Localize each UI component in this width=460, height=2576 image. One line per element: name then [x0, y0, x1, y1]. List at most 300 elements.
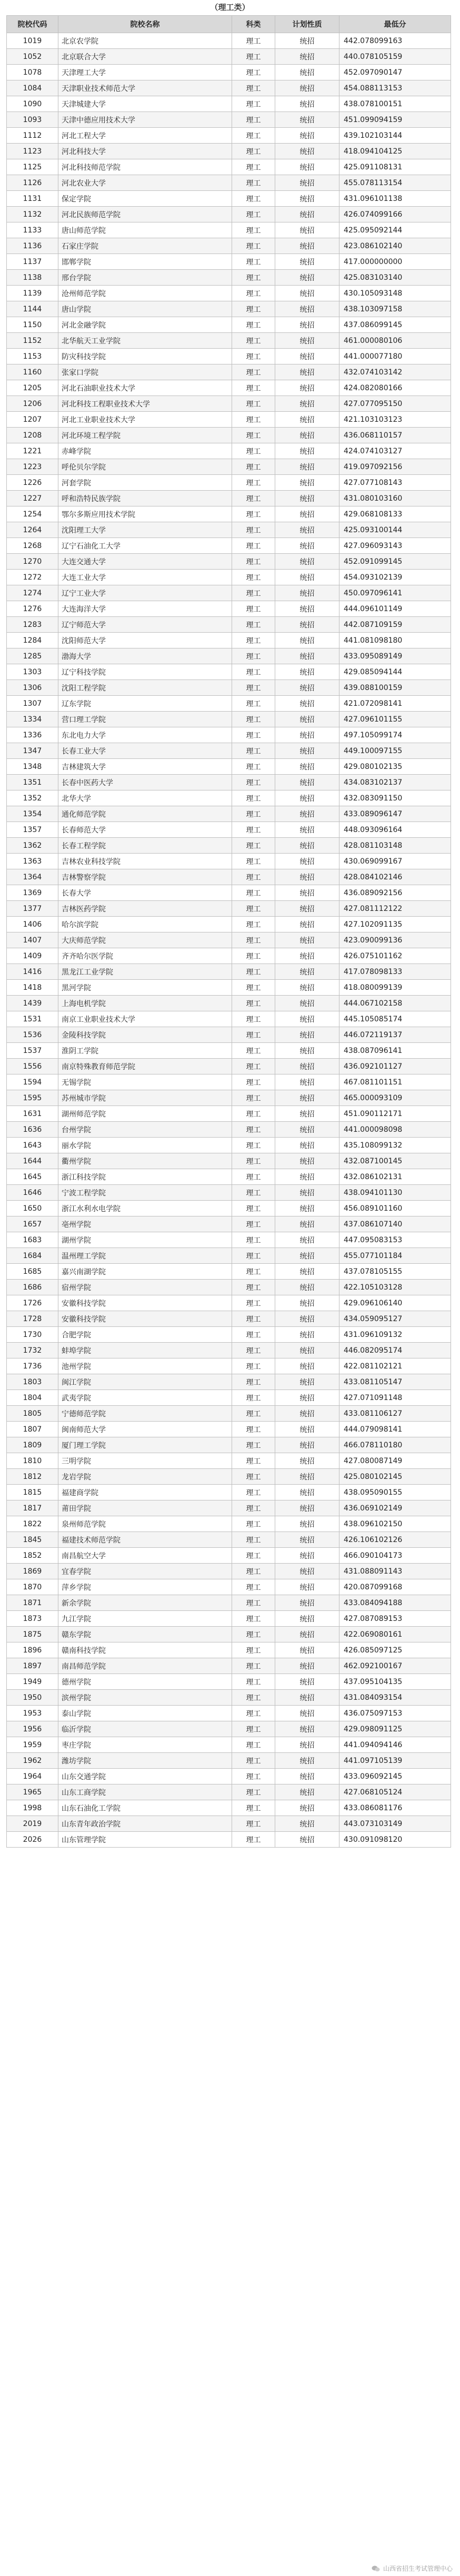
cell-name: 赤峰学院: [58, 443, 232, 459]
cell-min-score: 427.077095150: [339, 396, 451, 412]
cell-name: 湖州师范学院: [58, 1106, 232, 1122]
cell-plan-type: 统招: [275, 1011, 339, 1027]
cell-plan-type: 统招: [275, 1627, 339, 1642]
cell-name: 浙江科技学院: [58, 1169, 232, 1185]
cell-subject: 理工: [232, 1500, 275, 1516]
table-row: [7, 664, 451, 680]
cell-name: 河北工业职业技术大学: [58, 412, 232, 428]
table-row: [7, 396, 451, 412]
table-row: [7, 475, 451, 491]
table-row: [7, 1185, 451, 1201]
cell-code: 1657: [7, 1216, 58, 1232]
cell-subject: 理工: [232, 554, 275, 570]
cell-min-score: 441.000077180: [339, 349, 451, 364]
cell-subject: 理工: [232, 1248, 275, 1264]
cell-code: 1964: [7, 1769, 58, 1784]
cell-subject: 理工: [232, 222, 275, 238]
table-row: [7, 1169, 451, 1185]
cell-min-score: 442.078099163: [339, 33, 451, 49]
cell-code: 1949: [7, 1674, 58, 1690]
cell-name: 河北科技大学: [58, 144, 232, 159]
cell-min-score: 455.077101184: [339, 1248, 451, 1264]
table-row: [7, 112, 451, 128]
cell-code: 1416: [7, 964, 58, 980]
cell-name: 温州理工学院: [58, 1248, 232, 1264]
table-row: [7, 1437, 451, 1453]
table-row: [7, 1327, 451, 1343]
cell-min-score: 431.096109132: [339, 1327, 451, 1343]
cell-plan-type: 统招: [275, 727, 339, 743]
cell-name: 浙江水利水电学院: [58, 1201, 232, 1216]
cell-plan-type: 统招: [275, 491, 339, 506]
cell-name: 湖州学院: [58, 1232, 232, 1248]
table-row: [7, 128, 451, 144]
cell-subject: 理工: [232, 601, 275, 617]
cell-min-score: 467.081101151: [339, 1074, 451, 1090]
cell-min-score: 427.081112122: [339, 901, 451, 917]
cell-code: 1959: [7, 1737, 58, 1753]
cell-min-score: 427.096101155: [339, 712, 451, 727]
cell-min-score: 433.081106127: [339, 1406, 451, 1422]
cell-name: 苏州城市学院: [58, 1090, 232, 1106]
cell-code: 1084: [7, 80, 58, 96]
cell-plan-type: 统招: [275, 1153, 339, 1169]
cell-code: 1810: [7, 1453, 58, 1469]
cell-plan-type: 统招: [275, 554, 339, 570]
cell-plan-type: 统招: [275, 1374, 339, 1390]
cell-name: 河北工程大学: [58, 128, 232, 144]
cell-code: 1636: [7, 1122, 58, 1138]
table-row: [7, 1674, 451, 1690]
cell-plan-type: 统招: [275, 1390, 339, 1406]
cell-plan-type: 统招: [275, 1437, 339, 1453]
cell-code: 1595: [7, 1090, 58, 1106]
cell-plan-type: 统招: [275, 396, 339, 412]
cell-code: 1953: [7, 1706, 58, 1721]
cell-code: 1869: [7, 1564, 58, 1579]
cell-name: 河北民族师范学院: [58, 207, 232, 222]
table-row: [7, 1153, 451, 1169]
cell-code: 1303: [7, 664, 58, 680]
cell-plan-type: 统招: [275, 506, 339, 522]
cell-plan-type: 统招: [275, 349, 339, 364]
table-row: [7, 238, 451, 254]
cell-subject: 理工: [232, 1832, 275, 1848]
table-row: [7, 1343, 451, 1358]
table-row: [7, 175, 451, 191]
table-row: [7, 364, 451, 380]
cell-subject: 理工: [232, 885, 275, 901]
cell-min-score: 433.089096147: [339, 806, 451, 822]
table-row: [7, 1311, 451, 1327]
cell-min-score: 438.094101130: [339, 1185, 451, 1201]
cell-code: 1125: [7, 159, 58, 175]
cell-subject: 理工: [232, 522, 275, 538]
table-row: [7, 1706, 451, 1721]
cell-subject: 理工: [232, 175, 275, 191]
cell-min-score: 423.090099136: [339, 932, 451, 948]
table-row: [7, 1358, 451, 1374]
cell-code: 1684: [7, 1248, 58, 1264]
cell-plan-type: 统招: [275, 1295, 339, 1311]
table-row: [7, 207, 451, 222]
cell-plan-type: 统招: [275, 65, 339, 80]
cell-name: 东北电力大学: [58, 727, 232, 743]
cell-code: 1364: [7, 869, 58, 885]
cell-subject: 理工: [232, 806, 275, 822]
table-row: [7, 1074, 451, 1090]
cell-min-score: 425.083103140: [339, 270, 451, 286]
table-row: [7, 1248, 451, 1264]
cell-subject: 理工: [232, 712, 275, 727]
cell-name: 泰山学院: [58, 1706, 232, 1721]
table-row: [7, 254, 451, 270]
cell-code: 1812: [7, 1469, 58, 1485]
cell-min-score: 436.075097153: [339, 1706, 451, 1721]
cell-subject: 理工: [232, 1374, 275, 1390]
cell-plan-type: 统招: [275, 1469, 339, 1485]
cell-name: 北京联合大学: [58, 49, 232, 65]
table-row: [7, 1295, 451, 1311]
table-row: [7, 428, 451, 443]
cell-code: 1348: [7, 759, 58, 775]
cell-code: 1205: [7, 380, 58, 396]
cell-min-score: 456.089101160: [339, 1201, 451, 1216]
cell-min-score: 436.069102149: [339, 1500, 451, 1516]
cell-subject: 理工: [232, 538, 275, 554]
cell-code: 1112: [7, 128, 58, 144]
cell-subject: 理工: [232, 1232, 275, 1248]
table-row: [7, 65, 451, 80]
table-row: [7, 191, 451, 207]
cell-code: 1728: [7, 1311, 58, 1327]
cell-name: 辽东学院: [58, 696, 232, 712]
cell-code: 1896: [7, 1642, 58, 1658]
cell-subject: 理工: [232, 317, 275, 333]
cell-code: 1594: [7, 1074, 58, 1090]
cell-code: 1845: [7, 1532, 58, 1548]
cell-name: 南昌师范学院: [58, 1658, 232, 1674]
cell-plan-type: 统招: [275, 1532, 339, 1548]
cell-min-score: 427.096093143: [339, 538, 451, 554]
cell-min-score: 433.086081176: [339, 1800, 451, 1816]
cell-subject: 理工: [232, 380, 275, 396]
cell-plan-type: 统招: [275, 901, 339, 917]
table-row: [7, 1579, 451, 1595]
table-row: [7, 506, 451, 522]
cell-name: 渤海大学: [58, 648, 232, 664]
cell-name: 丽水学院: [58, 1138, 232, 1153]
cell-subject: 理工: [232, 96, 275, 112]
cell-code: 1736: [7, 1358, 58, 1374]
cell-name: 安徽科技学院: [58, 1311, 232, 1327]
cell-subject: 理工: [232, 1595, 275, 1611]
cell-code: 1956: [7, 1721, 58, 1737]
cell-code: 1363: [7, 854, 58, 869]
cell-subject: 理工: [232, 506, 275, 522]
cell-plan-type: 统招: [275, 317, 339, 333]
cell-name: 九江学院: [58, 1611, 232, 1627]
cell-name: 辽宁工业大学: [58, 585, 232, 601]
cell-code: 1409: [7, 948, 58, 964]
cell-name: 嘉兴南湖学院: [58, 1264, 232, 1280]
cell-plan-type: 统招: [275, 1706, 339, 1721]
cell-name: 呼伦贝尔学院: [58, 459, 232, 475]
cell-name: 南京工业职业技术大学: [58, 1011, 232, 1027]
table-row: [7, 648, 451, 664]
cell-name: 厦门理工学院: [58, 1437, 232, 1453]
cell-plan-type: 统招: [275, 475, 339, 491]
cell-code: 1536: [7, 1027, 58, 1043]
table-row: [7, 380, 451, 396]
cell-plan-type: 统招: [275, 1343, 339, 1358]
cell-name: 衢州学院: [58, 1153, 232, 1169]
cell-code: 1418: [7, 980, 58, 996]
column-header-code: 院校代码: [7, 16, 58, 33]
cell-min-score: 466.090104173: [339, 1548, 451, 1564]
cell-min-score: 428.084102146: [339, 869, 451, 885]
table-row: [7, 1059, 451, 1074]
cell-plan-type: 统招: [275, 112, 339, 128]
table-row: [7, 570, 451, 585]
table-row: [7, 932, 451, 948]
cell-name: 宜春学院: [58, 1564, 232, 1579]
cell-min-score: 436.092101127: [339, 1059, 451, 1074]
column-header-plan-type: 计划性质: [275, 16, 339, 33]
cell-name: 福建商学院: [58, 1485, 232, 1500]
cell-subject: 理工: [232, 49, 275, 65]
cell-min-score: 437.095104135: [339, 1674, 451, 1690]
table-row: [7, 49, 451, 65]
cell-min-score: 427.077108143: [339, 475, 451, 491]
cell-min-score: 431.080103160: [339, 491, 451, 506]
cell-plan-type: 统招: [275, 1485, 339, 1500]
cell-code: 1873: [7, 1611, 58, 1627]
cell-subject: 理工: [232, 743, 275, 759]
cell-plan-type: 统招: [275, 1832, 339, 1848]
cell-min-score: 425.093100144: [339, 522, 451, 538]
cell-min-score: 466.078110180: [339, 1437, 451, 1453]
cell-min-score: 432.086102131: [339, 1169, 451, 1185]
cell-code: 1809: [7, 1437, 58, 1453]
cell-plan-type: 统招: [275, 1500, 339, 1516]
cell-min-score: 444.096101149: [339, 601, 451, 617]
cell-subject: 理工: [232, 1264, 275, 1280]
cell-subject: 理工: [232, 1406, 275, 1422]
cell-min-score: 448.093096164: [339, 822, 451, 838]
cell-subject: 理工: [232, 491, 275, 506]
cell-name: 山东青年政治学院: [58, 1816, 232, 1832]
cell-min-score: 422.081102121: [339, 1358, 451, 1374]
cell-min-score: 429.096106140: [339, 1295, 451, 1311]
cell-subject: 理工: [232, 428, 275, 443]
table-row: [7, 1721, 451, 1737]
cell-subject: 理工: [232, 412, 275, 428]
table-row: [7, 1469, 451, 1485]
cell-min-score: 421.103103123: [339, 412, 451, 428]
cell-min-score: 444.067102158: [339, 996, 451, 1011]
cell-plan-type: 统招: [275, 1264, 339, 1280]
cell-min-score: 425.080102145: [339, 1469, 451, 1485]
cell-code: 1126: [7, 175, 58, 191]
cell-name: 新余学院: [58, 1595, 232, 1611]
cell-plan-type: 统招: [275, 1169, 339, 1185]
cell-subject: 理工: [232, 1138, 275, 1153]
cell-min-score: 443.073103149: [339, 1816, 451, 1832]
table-row: [7, 1232, 451, 1248]
cell-code: 1264: [7, 522, 58, 538]
cell-plan-type: 统招: [275, 1027, 339, 1043]
cell-min-score: 427.071091148: [339, 1390, 451, 1406]
cell-name: 大连交通大学: [58, 554, 232, 570]
table-row: [7, 1090, 451, 1106]
cell-min-score: 437.086099145: [339, 317, 451, 333]
cell-code: 1377: [7, 901, 58, 917]
cell-subject: 理工: [232, 901, 275, 917]
cell-plan-type: 统招: [275, 806, 339, 822]
cell-code: 1223: [7, 459, 58, 475]
cell-plan-type: 统招: [275, 175, 339, 191]
cell-name: 沈阳理工大学: [58, 522, 232, 538]
cell-code: 1875: [7, 1627, 58, 1642]
cell-min-score: 433.096092145: [339, 1769, 451, 1784]
cell-subject: 理工: [232, 838, 275, 854]
table-row: [7, 1106, 451, 1122]
cell-min-score: 439.102103144: [339, 128, 451, 144]
cell-code: 1870: [7, 1579, 58, 1595]
cell-plan-type: 统招: [275, 996, 339, 1011]
cell-plan-type: 统招: [275, 964, 339, 980]
table-row: [7, 1832, 451, 1848]
table-row: [7, 349, 451, 364]
cell-min-score: 445.105085174: [339, 1011, 451, 1027]
cell-code: 1207: [7, 412, 58, 428]
cell-subject: 理工: [232, 1311, 275, 1327]
cell-min-score: 418.094104125: [339, 144, 451, 159]
cell-plan-type: 统招: [275, 696, 339, 712]
cell-name: 呼和浩特民族学院: [58, 491, 232, 506]
cell-code: 1631: [7, 1106, 58, 1122]
cell-code: 1354: [7, 806, 58, 822]
cell-code: 1347: [7, 743, 58, 759]
cell-code: 1284: [7, 633, 58, 648]
cell-name: 黑河学院: [58, 980, 232, 996]
cell-code: 1307: [7, 696, 58, 712]
cell-min-score: 441.097105139: [339, 1753, 451, 1769]
cell-name: 北京农学院: [58, 33, 232, 49]
cell-code: 1160: [7, 364, 58, 380]
cell-code: 1019: [7, 33, 58, 49]
cell-plan-type: 统招: [275, 207, 339, 222]
cell-min-score: 451.090112171: [339, 1106, 451, 1122]
cell-min-score: 431.084093154: [339, 1690, 451, 1706]
cell-plan-type: 统招: [275, 428, 339, 443]
cell-subject: 理工: [232, 349, 275, 364]
cell-plan-type: 统招: [275, 1784, 339, 1800]
cell-plan-type: 统招: [275, 538, 339, 554]
cell-name: 安徽科技学院: [58, 1295, 232, 1311]
cell-min-score: 450.097096141: [339, 585, 451, 601]
cell-plan-type: 统招: [275, 1216, 339, 1232]
cell-code: 1306: [7, 680, 58, 696]
cell-subject: 理工: [232, 1721, 275, 1737]
cell-code: 1090: [7, 96, 58, 112]
cell-plan-type: 统招: [275, 664, 339, 680]
cell-plan-type: 统招: [275, 254, 339, 270]
cell-plan-type: 统招: [275, 854, 339, 869]
cell-subject: 理工: [232, 207, 275, 222]
cell-code: 1285: [7, 648, 58, 664]
cell-plan-type: 统招: [275, 712, 339, 727]
cell-subject: 理工: [232, 648, 275, 664]
cell-code: 1439: [7, 996, 58, 1011]
cell-name: 沈阳师范大学: [58, 633, 232, 648]
cell-min-score: 417.078098133: [339, 964, 451, 980]
table-row: [7, 1390, 451, 1406]
cell-code: 1153: [7, 349, 58, 364]
cell-min-score: 438.078100151: [339, 96, 451, 112]
cell-code: 1152: [7, 333, 58, 349]
cell-min-score: 428.081103148: [339, 838, 451, 854]
table-row: [7, 1516, 451, 1532]
cell-min-score: 440.078105159: [339, 49, 451, 65]
table-row: [7, 838, 451, 854]
cell-name: 南京特殊教育师范学院: [58, 1059, 232, 1074]
cell-subject: 理工: [232, 1579, 275, 1595]
cell-code: 1817: [7, 1500, 58, 1516]
cell-code: 1556: [7, 1059, 58, 1074]
table-row: [7, 948, 451, 964]
cell-code: 1646: [7, 1185, 58, 1201]
cell-code: 1650: [7, 1201, 58, 1216]
cell-plan-type: 统招: [275, 617, 339, 633]
cell-min-score: 432.074103142: [339, 364, 451, 380]
cell-plan-type: 统招: [275, 885, 339, 901]
cell-plan-type: 统招: [275, 917, 339, 932]
table-row: [7, 1500, 451, 1516]
cell-subject: 理工: [232, 996, 275, 1011]
admission-score-table: [6, 15, 451, 1848]
cell-code: 1352: [7, 790, 58, 806]
cell-name: 合肥学院: [58, 1327, 232, 1343]
cell-code: 1998: [7, 1800, 58, 1816]
table-row: [7, 1737, 451, 1753]
cell-name: 宁波工程学院: [58, 1185, 232, 1201]
cell-code: 1274: [7, 585, 58, 601]
cell-subject: 理工: [232, 1453, 275, 1469]
table-row: [7, 1406, 451, 1422]
cell-plan-type: 统招: [275, 1201, 339, 1216]
cell-name: 河北环境工程学院: [58, 428, 232, 443]
cell-code: 1804: [7, 1390, 58, 1406]
cell-code: 1537: [7, 1043, 58, 1059]
cell-code: 1208: [7, 428, 58, 443]
cell-name: 保定学院: [58, 191, 232, 207]
cell-plan-type: 统招: [275, 96, 339, 112]
table-row: [7, 633, 451, 648]
table-row: [7, 301, 451, 317]
cell-name: 唐山师范学院: [58, 222, 232, 238]
cell-plan-type: 统招: [275, 1674, 339, 1690]
cell-subject: 理工: [232, 1642, 275, 1658]
cell-min-score: 497.105099174: [339, 727, 451, 743]
cell-subject: 理工: [232, 1485, 275, 1500]
cell-code: 1221: [7, 443, 58, 459]
cell-name: 河北石油职业技术大学: [58, 380, 232, 396]
cell-min-score: 451.099094159: [339, 112, 451, 128]
cell-code: 1272: [7, 570, 58, 585]
cell-plan-type: 统招: [275, 775, 339, 790]
